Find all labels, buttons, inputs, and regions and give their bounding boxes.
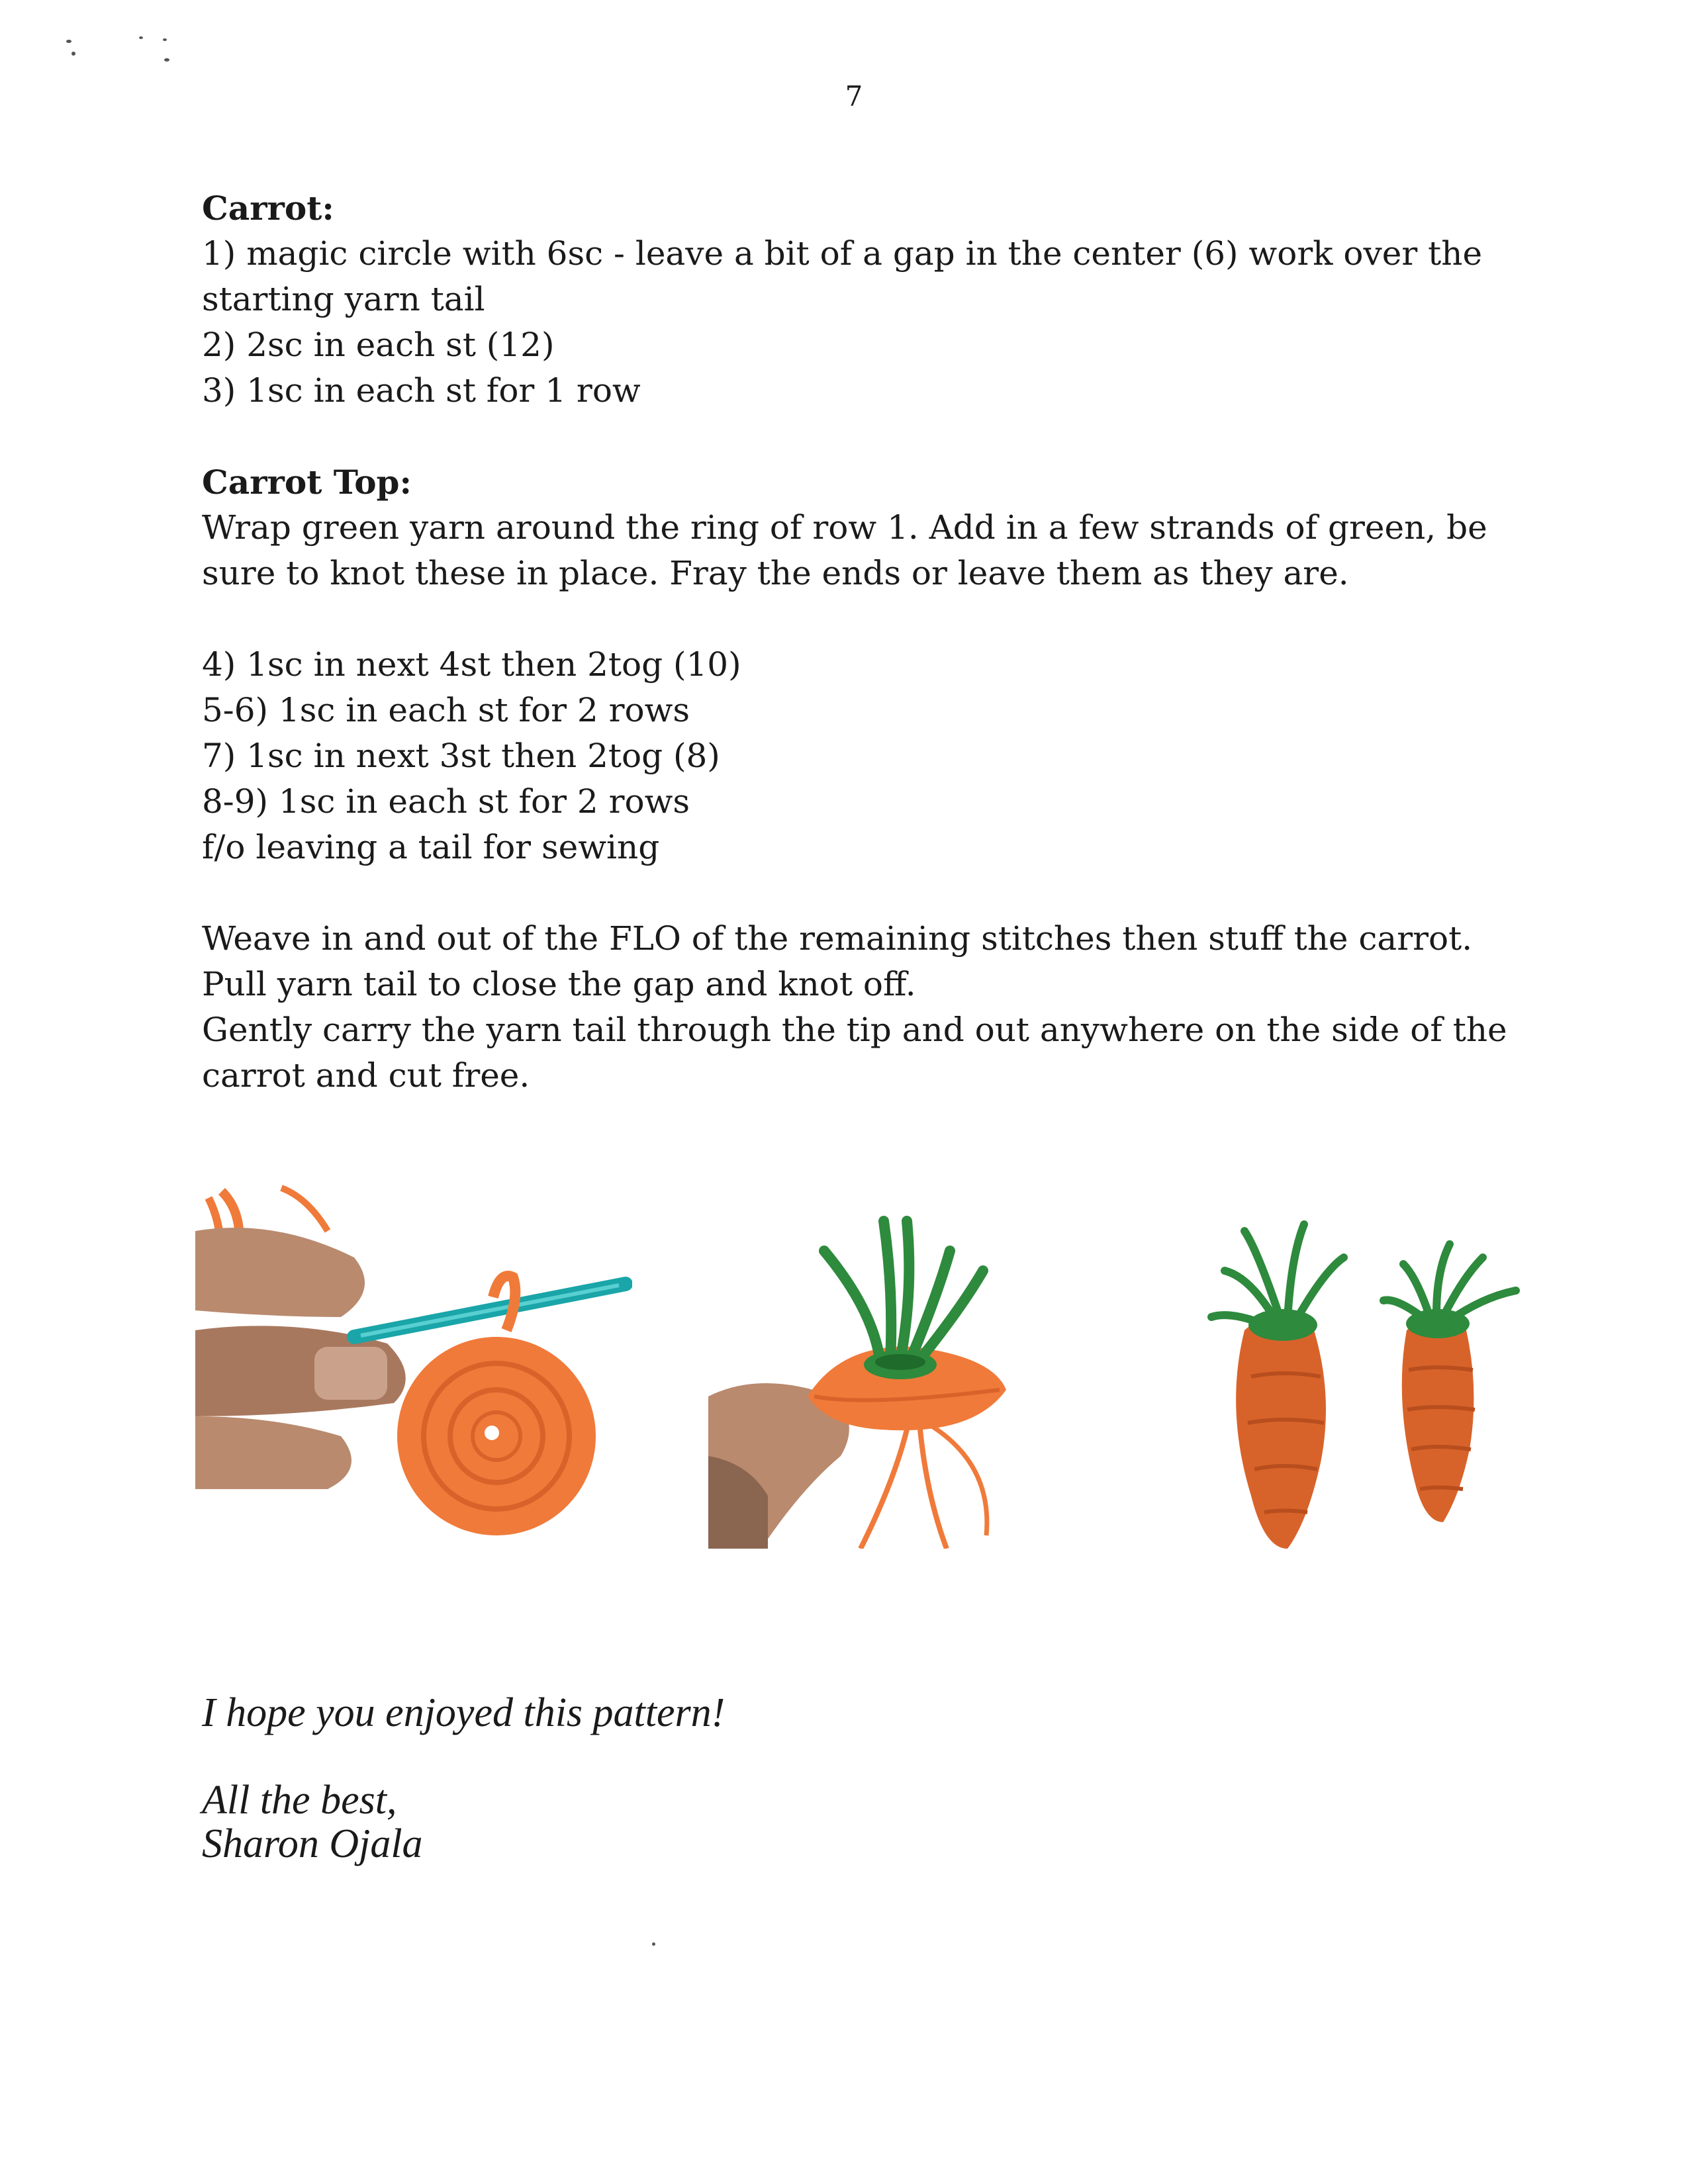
pattern-step: 4) 1sc in next 4st then 2tog (10): [202, 645, 741, 684]
carrot-top-line: Wrap green yarn around the ring of row 1. Add in a few strands of green, be: [202, 508, 1487, 547]
carrot-step: 2) 2sc in each st (12): [202, 326, 555, 364]
carrot-top-line: sure to knot these in place. Fray the ends or leave them as they are.: [202, 554, 1349, 592]
finishing-line: Weave in and out of the FLO of the remaining stitches then stuff the carrot.: [202, 919, 1473, 958]
carrot-step: 1) magic circle with 6sc - leave a bit of a gap in the center (6) work over the: [202, 234, 1483, 273]
finishing-line: Pull yarn tail to close the gap and knot off.: [202, 965, 916, 1003]
finishing-line: carrot and cut free.: [202, 1056, 530, 1095]
photo-magic-circle: [195, 1178, 632, 1562]
pattern-step: 7) 1sc in next 3st then 2tog (8): [202, 737, 720, 775]
scan-speck: [71, 52, 75, 56]
photo-carrot-top: [708, 1178, 1039, 1549]
closing-line: I hope you enjoyed this pattern!: [202, 1690, 726, 1735]
scan-speck: [139, 36, 143, 39]
scan-speck: [163, 38, 167, 41]
closing-line: All the best,: [202, 1778, 397, 1823]
carrot-heading: Carrot:: [202, 189, 334, 228]
photo-finished-carrots: [1172, 1178, 1542, 1575]
pattern-text: [202, 185, 1526, 1099]
photo-strip: [0, 1178, 1688, 1575]
closing-note: [202, 1691, 1129, 1866]
pattern-step: f/o leaving a tail for sewing: [202, 828, 660, 866]
finishing-line: Gently carry the yarn tail through the tip and out anywhere on the side of the: [202, 1011, 1507, 1049]
pattern-step: 5-6) 1sc in each st for 2 rows: [202, 691, 690, 729]
author-signature: Sharon Ojala: [202, 1821, 423, 1866]
carrot-step: 3) 1sc in each st for 1 row: [202, 371, 641, 410]
pattern-step: 8-9) 1sc in each st for 2 rows: [202, 782, 690, 821]
scan-speck: [164, 58, 169, 62]
carrot-top-heading: Carrot Top:: [202, 463, 412, 502]
scan-speck: [652, 1942, 655, 1946]
page-number: 7: [845, 80, 863, 113]
carrot-step: starting yarn tail: [202, 280, 485, 318]
scan-speck: [66, 40, 71, 43]
